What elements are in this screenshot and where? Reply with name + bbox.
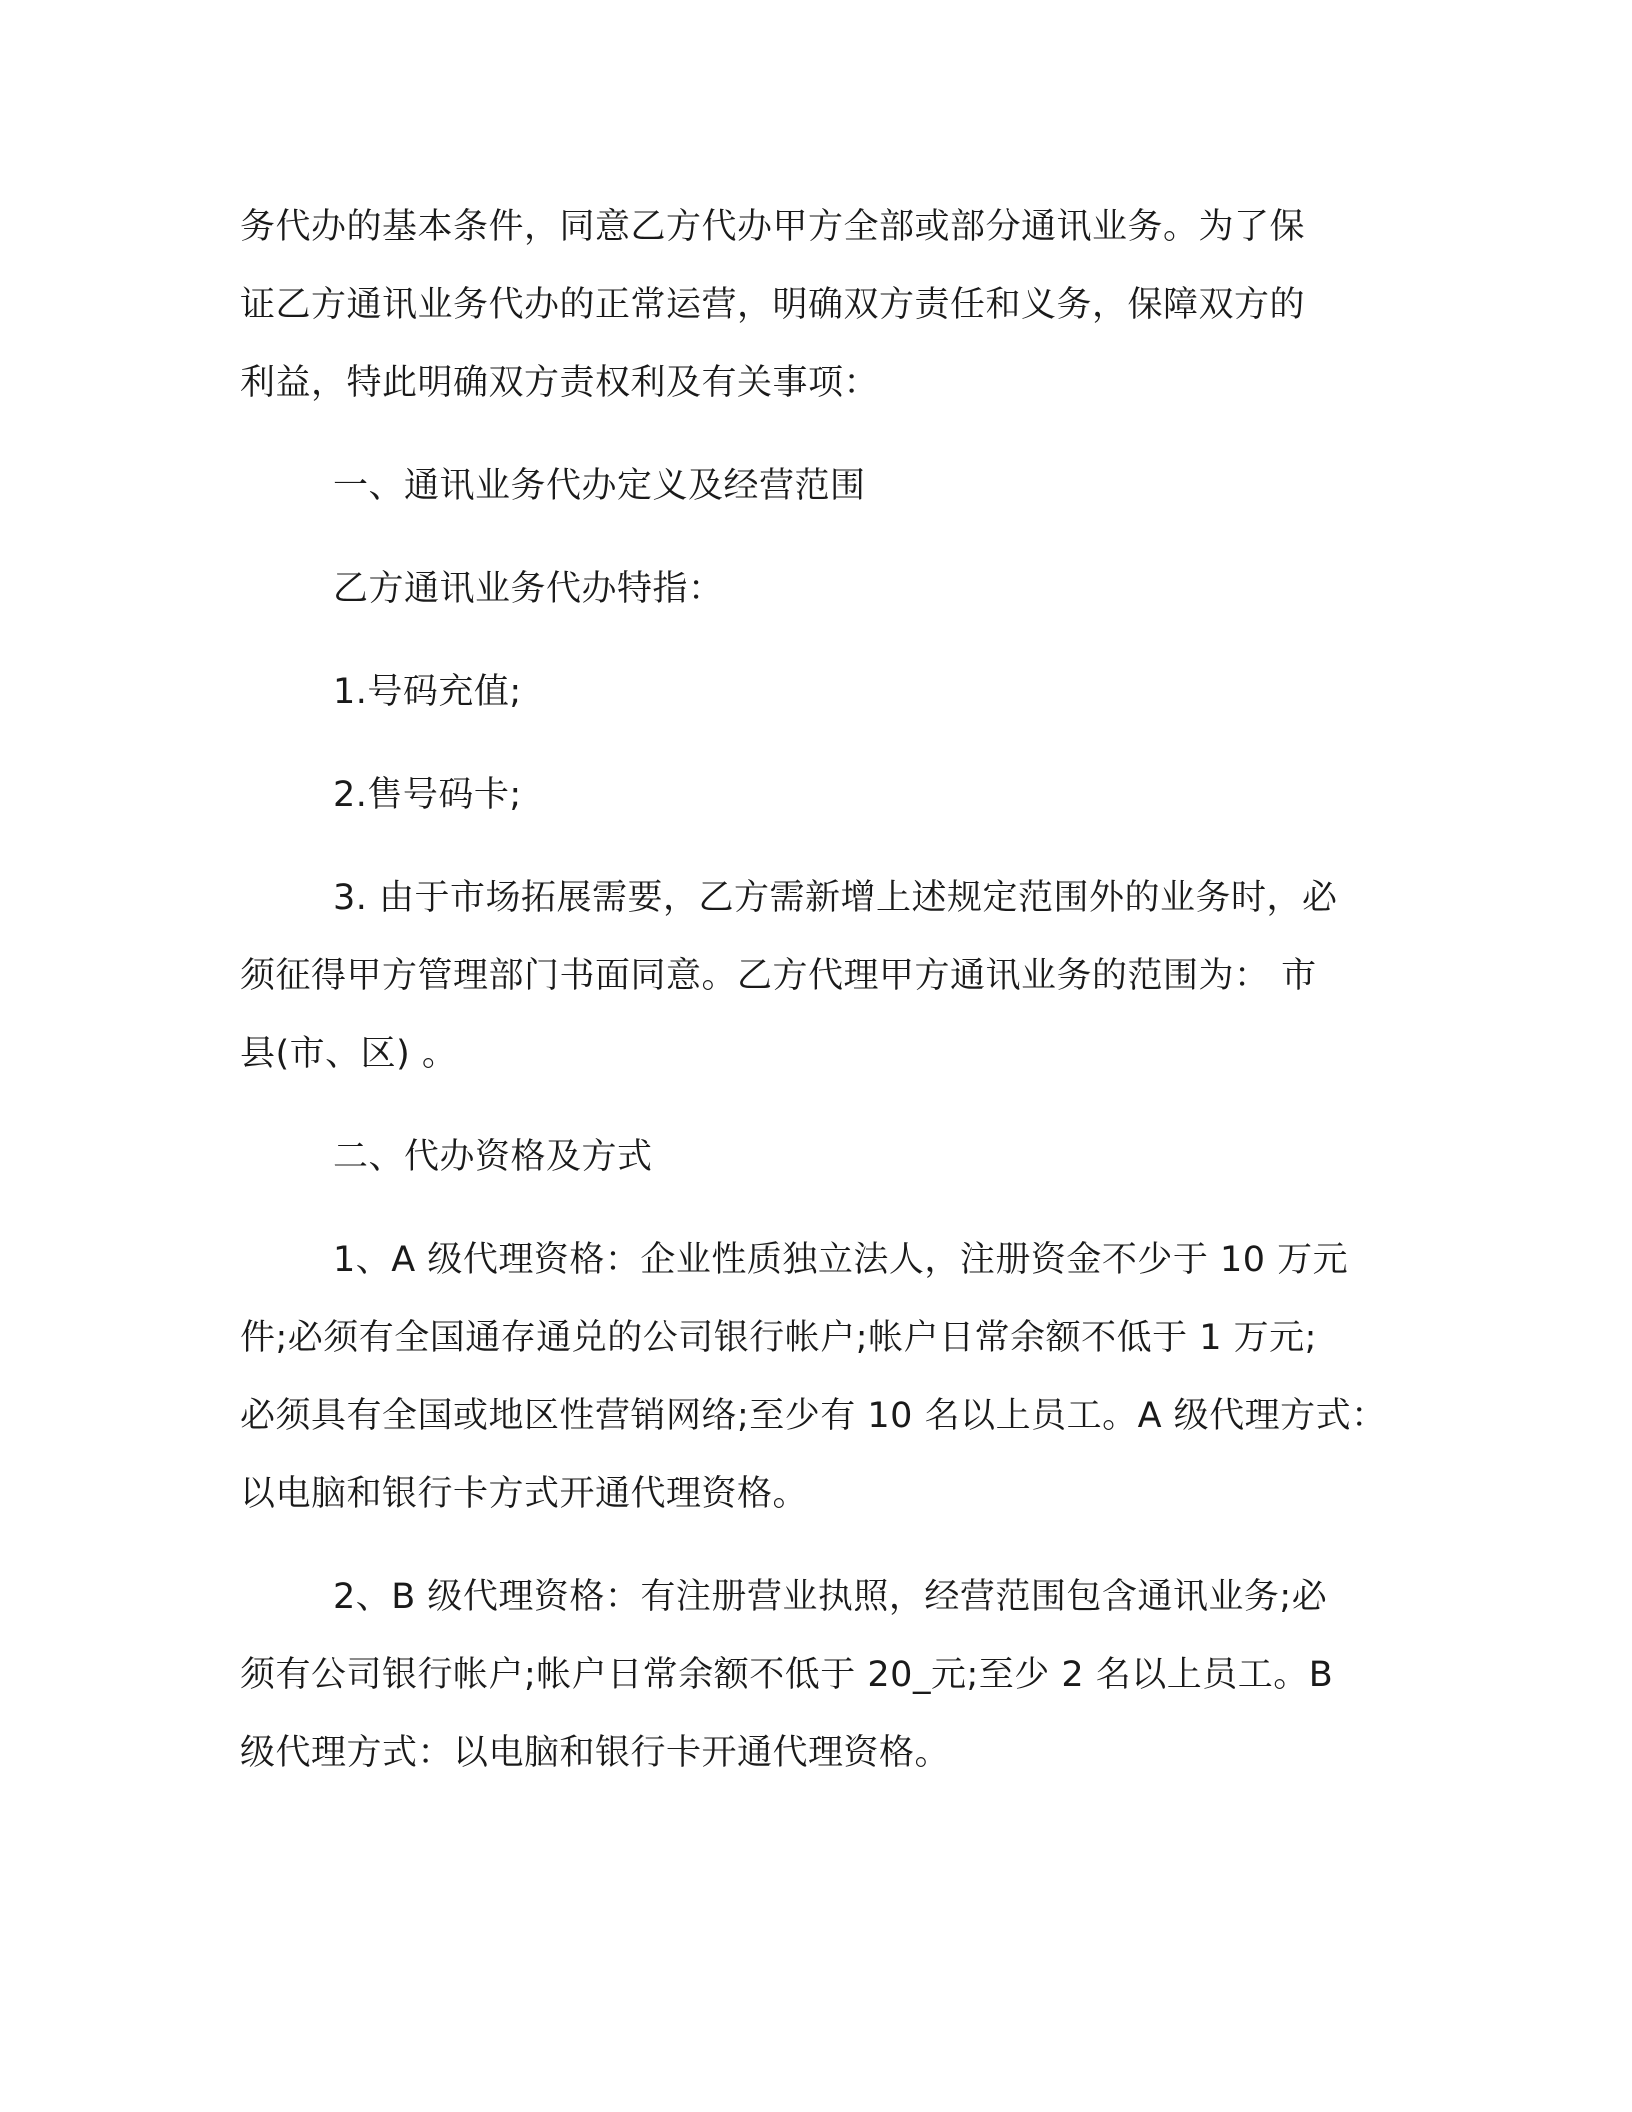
text-line: 以电脑和银行卡方式开通代理资格。	[240, 1474, 809, 1514]
section-heading-1	[240, 447, 1410, 525]
text-line: 利益，特此明确双方责权利及有关事项：	[240, 363, 880, 403]
section-heading-2	[240, 1118, 1410, 1196]
list-item-3	[240, 859, 1410, 1093]
heading-text: 一、通讯业务代办定义及经营范围	[333, 466, 866, 506]
text-line: 1.号码充值;	[333, 672, 522, 712]
paragraph-qualification-b	[240, 1558, 1410, 1792]
text-line: 1、A 级代理资格：企业性质独立法人，注册资金不少于 10 万元	[333, 1240, 1349, 1280]
text-line: 证乙方通讯业务代办的正常运营，明确双方责任和义务，保障双方的	[240, 285, 1306, 325]
list-item-2	[240, 756, 1410, 834]
text-line: 必须具有全国或地区性营销网络;至少有 10 名以上员工。A 级代理方式：	[240, 1396, 1387, 1436]
paragraph-intro	[240, 188, 1410, 422]
text-line: 2.售号码卡;	[333, 775, 522, 815]
text-line: 3. 由于市场拓展需要，乙方需新增上述规定范围外的业务时，必	[333, 878, 1338, 918]
document-body	[240, 188, 1410, 1817]
text-line: 乙方通讯业务代办特指：	[333, 569, 724, 609]
paragraph-definition	[240, 550, 1410, 628]
text-line: 2、B 级代理资格：有注册营业执照，经营范围包含通讯业务;必	[333, 1577, 1328, 1617]
text-line: 须有公司银行帐户;帐户日常余额不低于 20_元;至少 2 名以上员工。B	[240, 1655, 1334, 1695]
text-line: 县(市、区) 。	[240, 1034, 458, 1074]
heading-text: 二、代办资格及方式	[333, 1137, 653, 1177]
list-item-1	[240, 653, 1410, 731]
text-line: 级代理方式：以电脑和银行卡开通代理资格。	[240, 1733, 951, 1773]
paragraph-qualification-a	[240, 1221, 1410, 1533]
text-line: 须征得甲方管理部门书面同意。乙方代理甲方通讯业务的范围为： 市	[240, 956, 1317, 996]
text-line: 务代办的基本条件，同意乙方代办甲方全部或部分通讯业务。为了保	[240, 207, 1306, 247]
text-line: 件;必须有全国通存通兑的公司银行帐户;帐户日常余额不低于 1 万元;	[240, 1318, 1317, 1358]
